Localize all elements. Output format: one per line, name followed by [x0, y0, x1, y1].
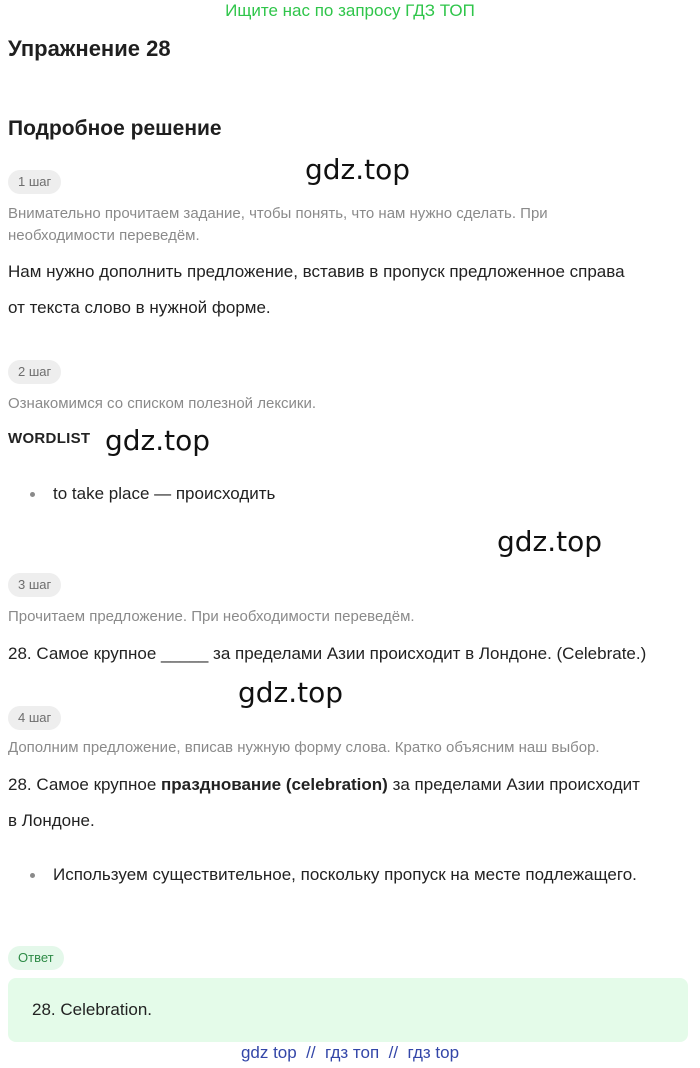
answer-text: 28. Celebration.: [32, 1000, 153, 1019]
step-2-instruction: Ознакомимся со списком полезной лексики.: [8, 395, 317, 412]
step-label: 4 шаг: [8, 706, 61, 730]
answer-label: Ответ: [8, 946, 64, 970]
wordlist-heading: WORDLIST: [8, 430, 91, 447]
section-title: Подробное решение: [8, 117, 222, 140]
footer-links[interactable]: gdz top // гдз топ // гдз top: [240, 1043, 460, 1062]
sentence-line: [8, 767, 698, 803]
sentence-line: в Лондоне.: [8, 811, 95, 830]
explanation-text: Используем существительное, поскольку пропуск на месте подлежащего.: [53, 865, 637, 884]
step-label: 2 шаг: [8, 360, 61, 384]
instruction-line: необходимости переведём.: [8, 227, 200, 244]
sentence-suffix: за пределами Азии происходит: [387, 775, 640, 794]
step-4-sentence: [8, 767, 698, 839]
answer-badge: [8, 946, 64, 970]
bullet-dot: [30, 873, 35, 878]
step-4-badge: [8, 706, 61, 730]
watermark: gdz.top: [105, 424, 211, 457]
watermark: gdz.top: [238, 676, 344, 709]
explanation-item: [30, 865, 637, 885]
wordlist-item-text: to take place — происходить: [53, 484, 276, 503]
step-3-badge: [8, 573, 61, 597]
step-1-instruction: [8, 203, 688, 247]
step-label: 3 шаг: [8, 573, 61, 597]
step-4-instruction: Дополним предложение, вписав нужную форму слова. Кратко объясним наш выбор.: [8, 739, 600, 756]
step-1-badge: [8, 170, 61, 194]
step-label: 1 шаг: [8, 170, 61, 194]
watermark: gdz.top: [305, 153, 411, 186]
instruction-line: Внимательно прочитаем задание, чтобы понять, что нам нужно сделать. При: [8, 205, 548, 222]
step-3-sentence: 28. Самое крупное _____ за пределами Азии происходит в Лондоне. (Celebrate.): [8, 644, 647, 663]
step-1-body: [8, 254, 698, 326]
body-line: от текста слово в нужной форме.: [8, 298, 271, 317]
bullet-dot: [30, 492, 35, 497]
body-line: Нам нужно дополнить предложение, вставив в пропуск предложенное справа: [8, 262, 625, 281]
page-title: Упражнение 28: [8, 36, 171, 61]
sentence-prefix: 28. Самое крупное: [8, 775, 162, 794]
answer-box: [8, 978, 688, 1042]
watermark: gdz.top: [497, 525, 603, 558]
step-3-instruction: Прочитаем предложение. При необходимости переведём.: [8, 608, 415, 625]
wordlist-item: [30, 484, 275, 504]
top-banner[interactable]: Ищите нас по запросу ГДЗ ТОП: [225, 1, 475, 20]
step-2-badge: [8, 360, 61, 384]
answer-highlight: празднование (celebration): [161, 775, 388, 794]
